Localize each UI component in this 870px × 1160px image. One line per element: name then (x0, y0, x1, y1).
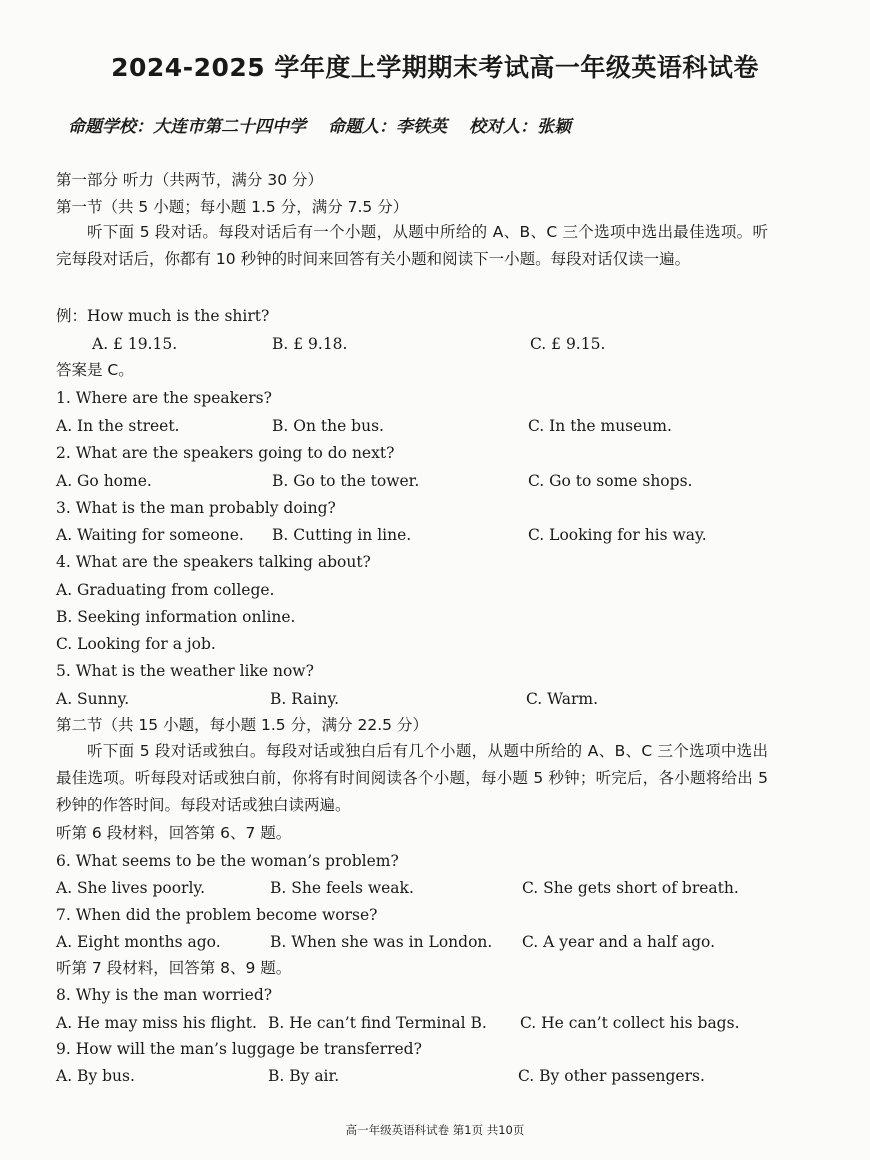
section1-heading: 第一节（共 5 小题；每小题 1.5 分，满分 7.5 分） (56, 198, 409, 216)
question-9-option-a: A. By bus. (56, 1067, 135, 1085)
exam-title: 2024-2025 学年度上学期期末考试高一年级英语科试卷 (111, 53, 759, 82)
question-2-option-b: B. Go to the tower. (272, 472, 420, 490)
question-9-option-c: C. By other passengers. (518, 1067, 705, 1085)
question-4: 4. What are the speakers talking about? (56, 553, 371, 571)
example-option-c: C. £ 9.15. (530, 335, 606, 353)
question-4-option-a: A. Graduating from college. (56, 581, 275, 599)
example-option-b: B. £ 9.18. (272, 335, 348, 353)
question-7-option-b: B. When she was in London. (270, 933, 493, 951)
question-1-option-a: A. In the street. (56, 417, 180, 435)
example-answer: 答案是 C。 (56, 361, 134, 379)
question-3-option-a: A. Waiting for someone. (56, 526, 244, 544)
question-3-option-b: B. Cutting in line. (272, 526, 412, 544)
author-label: 命题人：李铁英 (328, 117, 447, 137)
question-9-option-b: B. By air. (268, 1067, 340, 1085)
question-4-option-c: C. Looking for a job. (56, 635, 216, 653)
section1-instructions: 听下面 5 段对话。每段对话后有一个小题，从题中所给的 A、B、C 三个选项中选出最佳选项。听完每段对话后，你都有 10 秒钟的时间来回答有关小题和阅读下一小题。每段对话仅读一遍。 (56, 223, 768, 268)
question-5: 5. What is the weather like now? (56, 662, 314, 680)
question-6-option-b: B. She feels weak. (270, 879, 414, 897)
question-9: 9. How will the man’s luggage be transferred? (56, 1040, 422, 1058)
question-8-option-c: C. He can’t collect his bags. (520, 1014, 740, 1032)
question-6-option-a: A. She lives poorly. (56, 879, 206, 897)
material-7-note: 听第 7 段材料，回答第 8、9 题。 (56, 959, 292, 977)
question-2-option-c: C. Go to some shops. (528, 472, 693, 490)
question-1: 1. Where are the speakers? (56, 389, 272, 407)
question-3: 3. What is the man probably doing? (56, 499, 336, 517)
question-8: 8. Why is the man worried? (56, 986, 273, 1004)
section2-heading: 第二节（共 15 小题，每小题 1.5 分，满分 22.5 分） (56, 716, 428, 734)
example-question: 例：How much is the shirt? (56, 307, 270, 325)
section2-instructions: 听下面 5 段对话或独白。每段对话或独白后有几个小题，从题中所给的 A、B、C 三个选项中选出最佳选项。听每段对话或独白前，你将有时间阅读各个小题，每小题 5 秒钟；听完后，各小题将给出 5 秒钟的作答时间。每段对话或独白读两遍。 (56, 742, 768, 814)
part1-heading: 第一部分 听力（共两节，满分 30 分） (56, 171, 324, 189)
question-6: 6. What seems to be the woman’s problem? (56, 852, 399, 870)
question-2-option-a: A. Go home. (56, 472, 152, 490)
page-footer: 高一年级英语科试卷 第1页 共10页 (345, 1123, 525, 1137)
material-6-note: 听第 6 段材料，回答第 6、7 题。 (56, 824, 292, 842)
question-7-option-c: C. A year and a half ago. (522, 933, 716, 951)
school-label: 命题学校：大连市第二十四中学 (68, 117, 306, 137)
question-7-option-a: A. Eight months ago. (56, 933, 221, 951)
question-3-option-c: C. Looking for his way. (528, 526, 707, 544)
question-5-option-a: A. Sunny. (56, 690, 130, 708)
proofreader-label: 校对人：张颖 (469, 117, 571, 137)
question-8-option-a: A. He may miss his flight. (56, 1014, 257, 1032)
example-option-a: A. £ 19.15. (92, 335, 178, 353)
question-4-option-b: B. Seeking information online. (56, 608, 296, 626)
question-7: 7. When did the problem become worse? (56, 906, 378, 924)
question-5-option-c: C. Warm. (526, 690, 599, 708)
question-5-option-b: B. Rainy. (270, 690, 340, 708)
question-2: 2. What are the speakers going to do next? (56, 444, 395, 462)
exam-credits (68, 112, 808, 137)
question-1-option-b: B. On the bus. (272, 417, 384, 435)
question-6-option-c: C. She gets short of breath. (522, 879, 739, 897)
question-8-option-b: B. He can’t find Terminal B. (268, 1014, 487, 1032)
question-1-option-c: C. In the museum. (528, 417, 672, 435)
